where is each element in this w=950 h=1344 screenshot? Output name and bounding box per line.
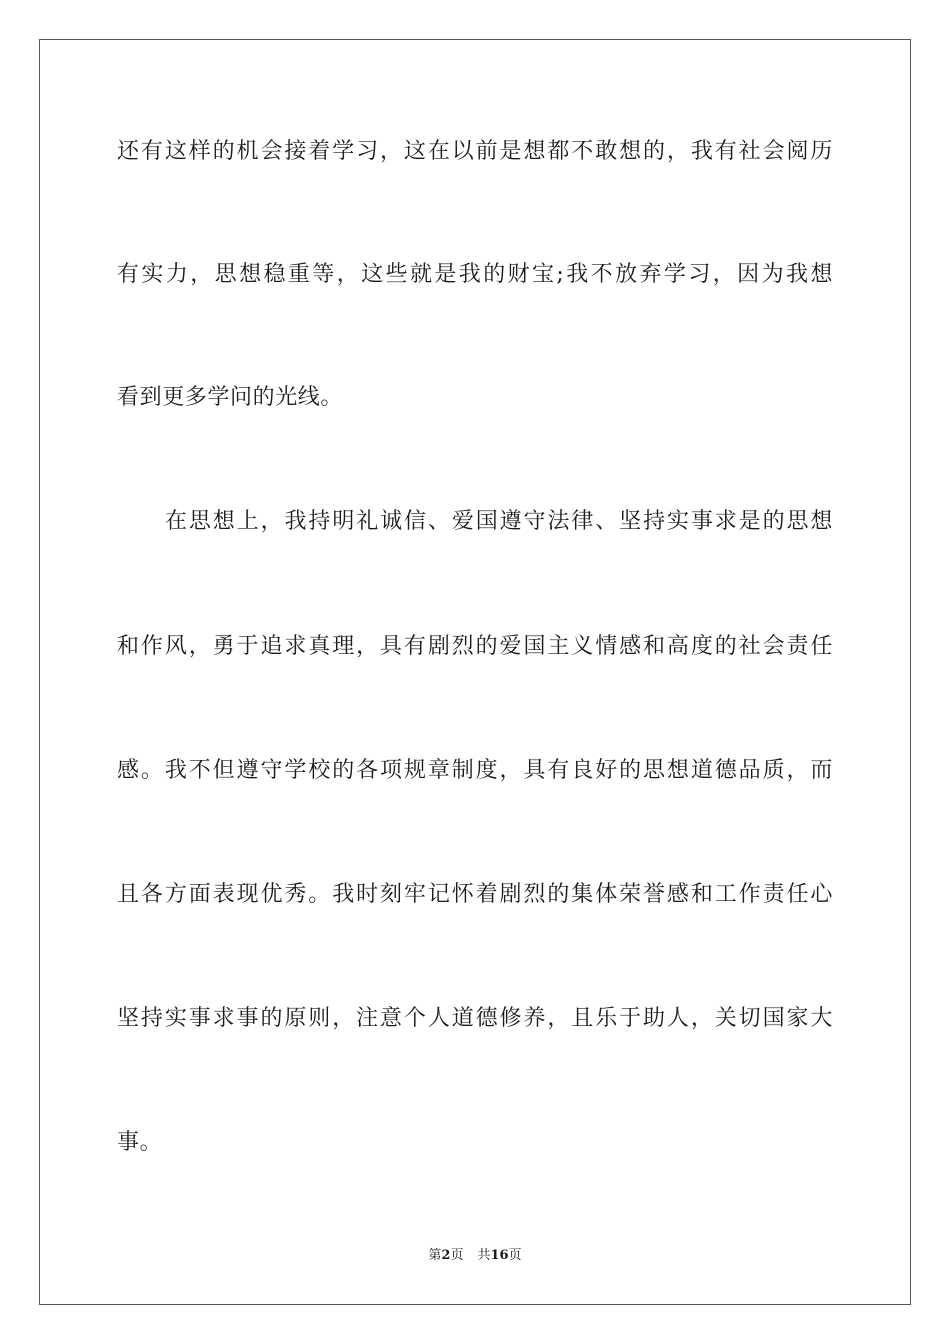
footer-page-prefix: 第 [428, 1248, 442, 1263]
footer-page-suffix: 页 [450, 1248, 464, 1263]
footer-total-pages: 16 [490, 1248, 509, 1263]
body-line-2: 有实力，思想稳重等，这些就是我的财宝;我不放弃学习，因为我想 [117, 262, 833, 287]
page-footer [0, 1247, 950, 1265]
footer-page-number: 2 [441, 1248, 451, 1263]
footer-total-suffix: 页 [508, 1248, 522, 1263]
body-line-9: 事。 [117, 1130, 163, 1155]
body-line-4: 在思想上，我持明礼诚信、爱国遵守法律、坚持实事求是的思想 [165, 509, 833, 534]
page-border [39, 39, 911, 1305]
footer-total-prefix: 共 [477, 1248, 491, 1263]
body-line-8: 坚持实事求事的原则，注意个人道德修养，且乐于助人，关切国家大 [117, 1006, 833, 1031]
body-line-3: 看到更多学问的光线。 [117, 385, 344, 410]
body-line-5: 和作风，勇于追求真理，具有剧烈的爱国主义情感和高度的社会责任 [117, 634, 833, 659]
body-line-7: 且各方面表现优秀。我时刻牢记怀着剧烈的集体荣誉感和工作责任心 [117, 882, 833, 907]
body-line-6: 感。我不但遵守学校的各项规章制度，具有良好的思想道德品质，而 [117, 758, 833, 783]
body-line-1: 还有这样的机会接着学习，这在以前是想都不敢想的，我有社会阅历 [117, 139, 833, 164]
